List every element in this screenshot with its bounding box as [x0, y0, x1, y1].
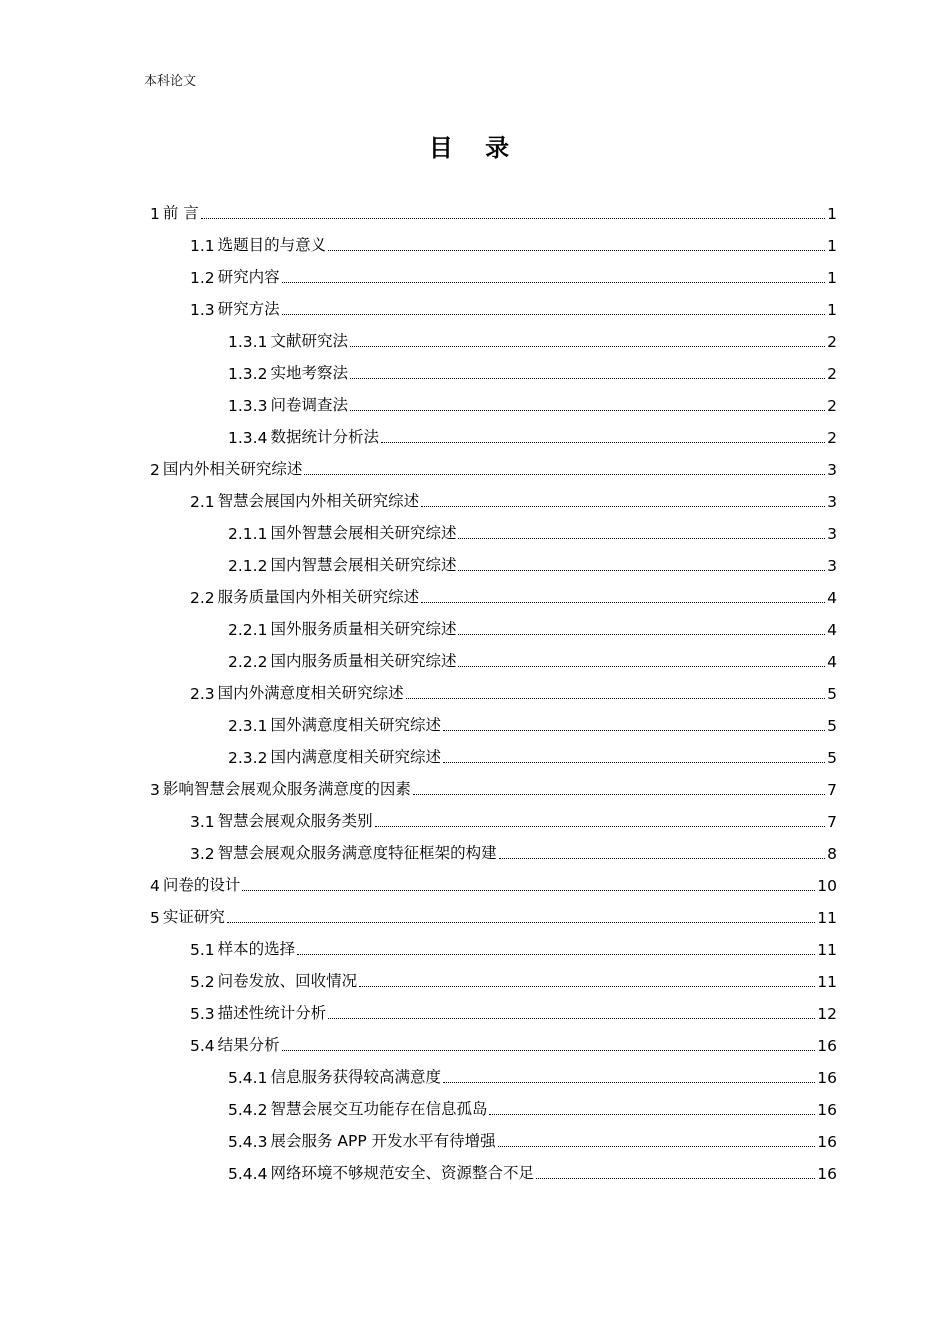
toc-dot-leader — [359, 986, 815, 987]
toc-entry-page-number: 5 — [827, 685, 837, 703]
toc-dot-leader — [375, 826, 825, 827]
toc-entry-page-number: 11 — [817, 941, 837, 959]
toc-entry[interactable] — [150, 742, 837, 774]
toc-dot-leader — [201, 218, 825, 219]
toc-entry-number: 1.3.3 — [228, 397, 268, 415]
toc-entry-title: 研究内容 — [217, 268, 280, 286]
toc-entry-number: 5.1 — [190, 941, 215, 959]
toc-entry-title: 国内智慧会展相关研究综述 — [270, 556, 457, 574]
toc-entry-number: 1.1 — [190, 237, 215, 255]
toc-entry-number: 1.3.1 — [228, 333, 268, 351]
toc-dot-leader — [381, 442, 825, 443]
toc-entry-page-number: 3 — [827, 557, 837, 575]
toc-dot-leader — [227, 922, 815, 923]
toc-entry-page-number: 16 — [817, 1165, 837, 1183]
toc-entry[interactable] — [150, 710, 837, 742]
toc-entry-page-number: 1 — [827, 237, 837, 255]
toc-entry[interactable] — [150, 198, 837, 230]
toc-entry-number: 1.2 — [190, 269, 215, 287]
toc-entry-number: 5.4.2 — [228, 1101, 268, 1119]
toc-entry[interactable] — [150, 1094, 837, 1126]
toc-entry-title: 国内服务质量相关研究综述 — [270, 652, 457, 670]
toc-entry-number: 2.1 — [190, 493, 215, 511]
toc-entry-number: 2.2 — [190, 589, 215, 607]
toc-dot-leader — [282, 1050, 816, 1051]
toc-entry[interactable] — [150, 518, 837, 550]
toc-entry-title: 信息服务获得较高满意度 — [270, 1068, 441, 1086]
toc-entry-title: 实证研究 — [162, 908, 225, 926]
toc-entry-number: 5.4.3 — [228, 1133, 268, 1151]
toc-entry-number: 1.3.4 — [228, 429, 268, 447]
toc-entry-number: 5.4.4 — [228, 1165, 268, 1183]
toc-entry-page-number: 10 — [817, 877, 837, 895]
toc-dot-leader — [350, 346, 825, 347]
toc-entry-title: 展会服务 APP 开发水平有待增强 — [270, 1132, 496, 1150]
toc-entry-title: 实地考察法 — [270, 364, 348, 382]
toc-dot-leader — [458, 666, 825, 667]
toc-dot-leader — [498, 1146, 816, 1147]
toc-entry-title: 国外智慧会展相关研究综述 — [270, 524, 457, 542]
toc-dot-leader — [282, 314, 825, 315]
toc-entry-page-number: 16 — [817, 1069, 837, 1087]
toc-entry[interactable] — [150, 1062, 837, 1094]
toc-dot-leader — [489, 1114, 815, 1115]
toc-entry[interactable] — [150, 358, 837, 390]
toc-entry-number: 2.3.1 — [228, 717, 268, 735]
toc-dot-leader — [421, 602, 825, 603]
toc-entry-page-number: 1 — [827, 301, 837, 319]
toc-dot-leader — [242, 890, 815, 891]
toc-dot-leader — [413, 794, 825, 795]
toc-entry-title: 国内外相关研究综述 — [162, 460, 303, 478]
toc-entry[interactable] — [150, 838, 837, 870]
toc-entry[interactable] — [150, 646, 837, 678]
toc-entry-page-number: 2 — [827, 397, 837, 415]
toc-entry-title: 文献研究法 — [270, 332, 348, 350]
toc-entry[interactable] — [150, 294, 837, 326]
toc-entry-title: 影响智慧会展观众服务满意度的因素 — [162, 780, 411, 798]
toc-dot-leader — [297, 954, 815, 955]
toc-entry-number: 3 — [150, 781, 160, 799]
toc-entry-title: 智慧会展观众服务满意度特征框架的构建 — [217, 844, 497, 862]
toc-entry-page-number: 11 — [817, 973, 837, 991]
toc-entry[interactable] — [150, 326, 837, 358]
toc-entry-number: 5 — [150, 909, 160, 927]
toc-entry-title: 前 言 — [162, 204, 199, 222]
toc-entry-title: 问卷发放、回收情况 — [217, 972, 358, 990]
toc-entry-page-number: 5 — [827, 717, 837, 735]
toc-entry-title: 网络环境不够规范安全、资源整合不足 — [270, 1164, 534, 1182]
toc-entry-number: 1.3.2 — [228, 365, 268, 383]
toc-entry-title: 服务质量国内外相关研究综述 — [217, 588, 420, 606]
toc-entry-page-number: 12 — [817, 1005, 837, 1023]
toc-entry[interactable] — [150, 1158, 837, 1190]
toc-entry[interactable] — [150, 1030, 837, 1062]
toc-entry-title: 结果分析 — [217, 1036, 280, 1054]
toc-dot-leader — [350, 410, 825, 411]
toc-entry-number: 2.1.1 — [228, 525, 268, 543]
toc-entry-page-number: 7 — [827, 813, 837, 831]
toc-dot-leader — [443, 762, 825, 763]
toc-entry[interactable] — [150, 966, 837, 998]
toc-entry-title: 智慧会展交互功能存在信息孤岛 — [270, 1100, 488, 1118]
toc-entry[interactable] — [150, 230, 837, 262]
toc-entry[interactable] — [150, 486, 837, 518]
toc-entry[interactable] — [150, 582, 837, 614]
toc-entry[interactable] — [150, 614, 837, 646]
toc-entry[interactable] — [150, 902, 837, 934]
table-of-contents — [150, 198, 837, 1190]
toc-entry-number: 2.2.1 — [228, 621, 268, 639]
toc-dot-leader — [458, 538, 825, 539]
toc-entry-number: 5.2 — [190, 973, 215, 991]
toc-entry-number: 4 — [150, 877, 160, 895]
toc-entry-title: 国内满意度相关研究综述 — [270, 748, 441, 766]
toc-entry-page-number: 2 — [827, 333, 837, 351]
toc-entry-page-number: 3 — [827, 461, 837, 479]
toc-entry-title: 国内外满意度相关研究综述 — [217, 684, 404, 702]
toc-dot-leader — [499, 858, 825, 859]
toc-entry-number: 2.1.2 — [228, 557, 268, 575]
toc-entry-title: 智慧会展观众服务类别 — [217, 812, 373, 830]
toc-entry-title: 描述性统计分析 — [217, 1004, 327, 1022]
toc-entry-page-number: 4 — [827, 621, 837, 639]
toc-entry-number: 5.3 — [190, 1005, 215, 1023]
toc-dot-leader — [282, 282, 825, 283]
toc-entry-page-number: 3 — [827, 493, 837, 511]
toc-dot-leader — [443, 730, 825, 731]
toc-entry-number: 2.2.2 — [228, 653, 268, 671]
toc-entry-page-number: 2 — [827, 365, 837, 383]
toc-entry[interactable] — [150, 998, 837, 1030]
toc-entry-title: 智慧会展国内外相关研究综述 — [217, 492, 420, 510]
toc-entry[interactable] — [150, 870, 837, 902]
toc-entry-page-number: 11 — [817, 909, 837, 927]
toc-entry[interactable] — [150, 390, 837, 422]
toc-entry-number: 2 — [150, 461, 160, 479]
toc-entry-page-number: 16 — [817, 1037, 837, 1055]
toc-entry[interactable] — [150, 422, 837, 454]
toc-entry[interactable] — [150, 262, 837, 294]
toc-entry-title: 研究方法 — [217, 300, 280, 318]
toc-entry-number: 5.4.1 — [228, 1069, 268, 1087]
toc-entry[interactable] — [150, 678, 837, 710]
toc-entry-number: 2.3.2 — [228, 749, 268, 767]
toc-entry-number: 2.3 — [190, 685, 215, 703]
toc-entry-title: 数据统计分析法 — [270, 428, 379, 446]
page-header-label: 本科论文 — [144, 74, 197, 89]
toc-entry-page-number: 3 — [827, 525, 837, 543]
toc-entry-page-number: 16 — [817, 1101, 837, 1119]
toc-entry[interactable] — [150, 1126, 837, 1158]
toc-entry-title: 问卷的设计 — [162, 876, 241, 894]
toc-dot-leader — [458, 570, 825, 571]
toc-entry-page-number: 5 — [827, 749, 837, 767]
toc-entry-page-number: 2 — [827, 429, 837, 447]
toc-entry-title: 国外服务质量相关研究综述 — [270, 620, 457, 638]
toc-entry-title: 样本的选择 — [217, 940, 296, 958]
toc-entry-number: 3.2 — [190, 845, 215, 863]
toc-dot-leader — [443, 1082, 815, 1083]
toc-entry-title: 国外满意度相关研究综述 — [270, 716, 441, 734]
toc-dot-leader — [328, 1018, 815, 1019]
toc-entry-number: 3.1 — [190, 813, 215, 831]
toc-dot-leader — [421, 506, 825, 507]
toc-dot-leader — [350, 378, 825, 379]
toc-dot-leader — [536, 1178, 815, 1179]
toc-entry-number: 1.3 — [190, 301, 215, 319]
toc-entry[interactable] — [150, 934, 837, 966]
toc-entry-number: 5.4 — [190, 1037, 215, 1055]
toc-entry-page-number: 1 — [827, 205, 837, 223]
toc-entry-page-number: 7 — [827, 781, 837, 799]
toc-title: 目 录 — [428, 133, 522, 162]
toc-dot-leader — [328, 250, 825, 251]
toc-entry[interactable] — [150, 774, 837, 806]
toc-entry-page-number: 16 — [817, 1133, 837, 1151]
toc-entry-page-number: 8 — [827, 845, 837, 863]
toc-entry-page-number: 4 — [827, 589, 837, 607]
toc-entry[interactable] — [150, 550, 837, 582]
toc-entry-title: 问卷调查法 — [270, 396, 348, 414]
toc-entry[interactable] — [150, 454, 837, 486]
toc-dot-leader — [304, 474, 825, 475]
toc-entry-title: 选题目的与意义 — [217, 236, 327, 254]
toc-entry-page-number: 4 — [827, 653, 837, 671]
toc-dot-leader — [458, 634, 825, 635]
toc-entry[interactable] — [150, 806, 837, 838]
toc-entry-number: 1 — [150, 205, 160, 223]
toc-entry-page-number: 1 — [827, 269, 837, 287]
toc-dot-leader — [406, 698, 825, 699]
